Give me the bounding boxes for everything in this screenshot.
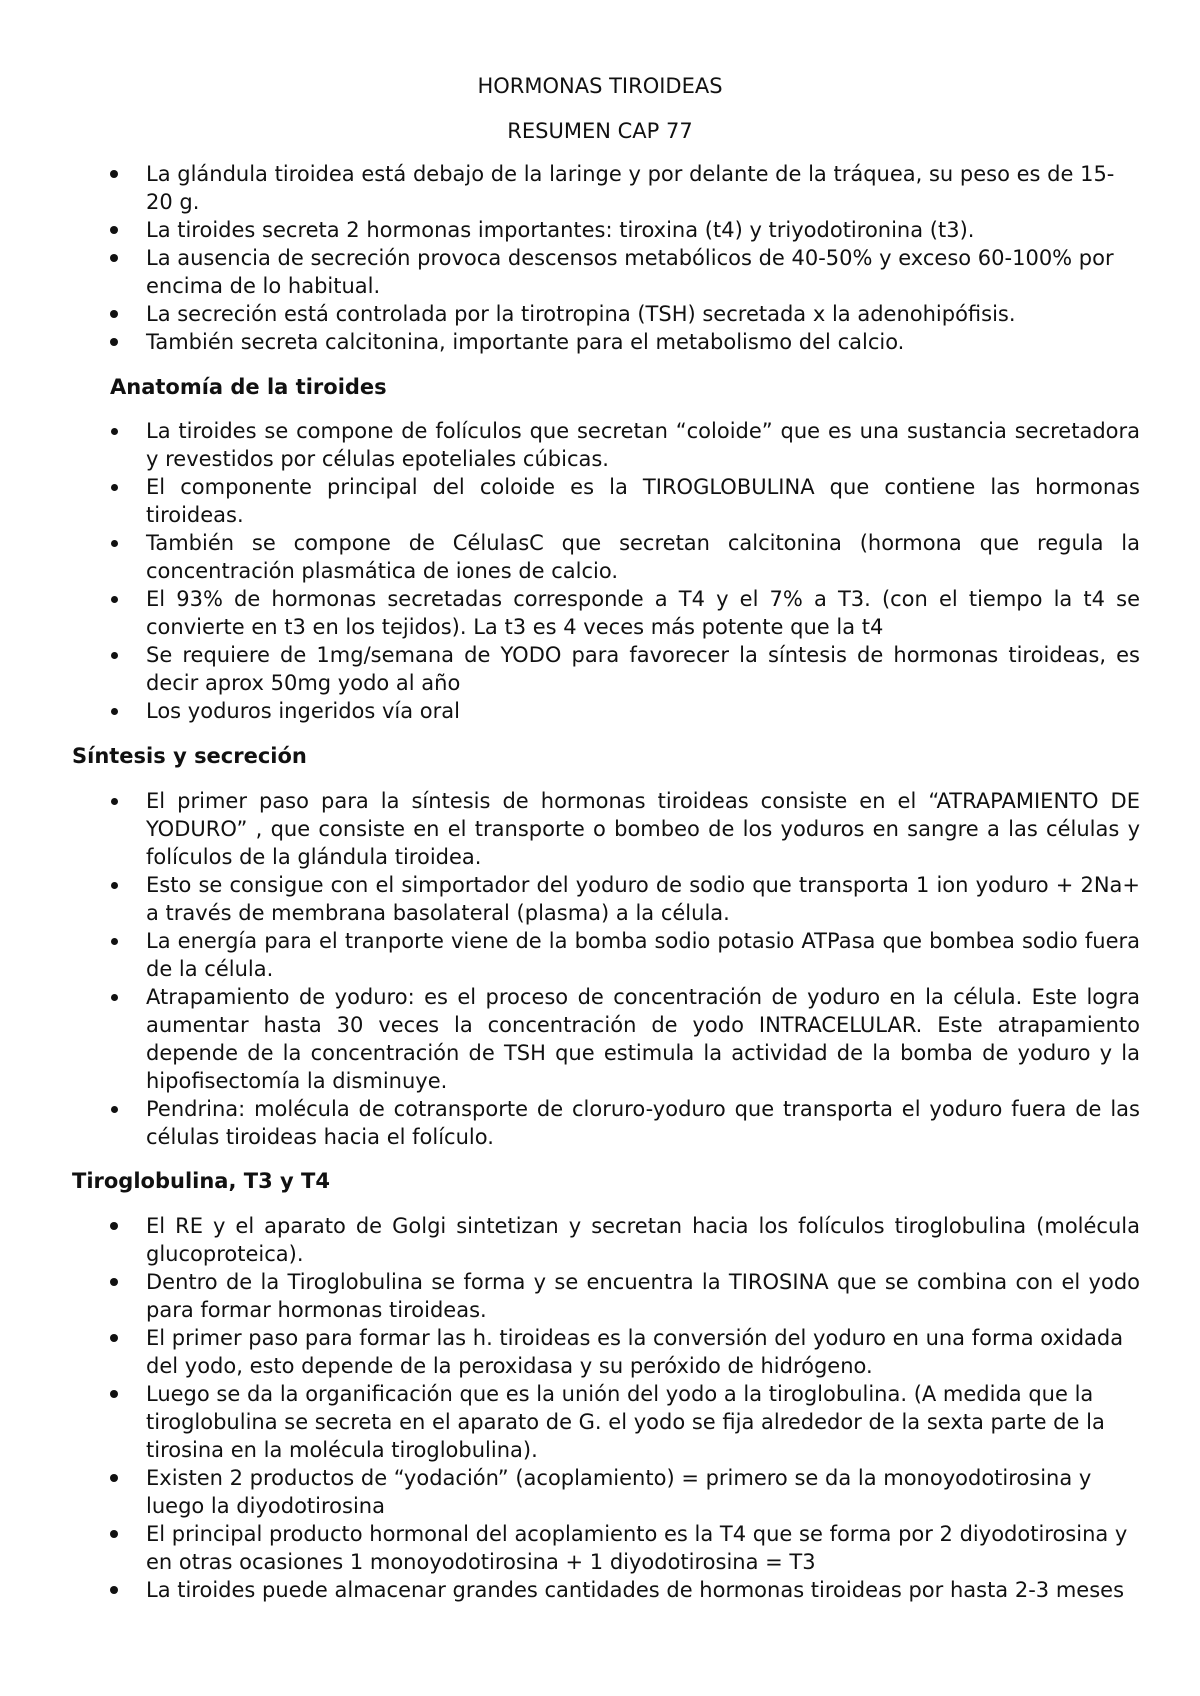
document-subtitle: RESUMEN CAP 77 <box>507 119 693 143</box>
list-item: La tiroides secreta 2 hormonas importantes: tiroxina (t4) y triyodotironina (t3). <box>108 216 1140 244</box>
section-heading-sintesis: Síntesis y secreción <box>72 744 307 768</box>
sintesis-list <box>108 787 1140 1151</box>
tiroglobulina-list <box>108 1212 1140 1604</box>
intro-list <box>108 160 1140 356</box>
list-item: Se requiere de 1mg/semana de YODO para favorecer la síntesis de hormonas tiroideas, es decir aprox 50mg yodo al año <box>108 641 1140 697</box>
anatomia-list <box>108 417 1140 725</box>
section-heading-tiroglobulina: Tiroglobulina, T3 y T4 <box>72 1169 330 1193</box>
list-item: El principal producto hormonal del acoplamiento es la T4 que se forma por 2 diyodotirosina y en otras ocasiones 1 monoyodotirosina + 1 diyodotirosina = T3 <box>108 1520 1140 1576</box>
list-item: Esto se consigue con el simportador del yoduro de sodio que transporta 1 ion yoduro + 2Na+ a través de membrana basolateral (plasma) a la célula. <box>108 871 1140 927</box>
list-item: El componente principal del coloide es la TIROGLOBULINA que contiene las hormonas tiroideas. <box>108 473 1140 529</box>
list-item: El 93% de hormonas secretadas corresponde a T4 y el 7% a T3. (con el tiempo la t4 se convierte en t3 en los tejidos). La t3 es 4 veces más potente que la t4 <box>108 585 1140 641</box>
list-item: La ausencia de secreción provoca descensos metabólicos de 40-50% y exceso 60-100% por encima de lo habitual. <box>108 244 1140 300</box>
list-item: Atrapamiento de yoduro: es el proceso de concentración de yoduro en la célula. Este logra aumentar hasta 30 veces la concentración de yodo INTRACELULAR. Este atrapamiento depende de la concentración de TSH que estimula la actividad de la bomba de yoduro y la hipofisectomía la disminuye. <box>108 983 1140 1095</box>
list-item: El primer paso para formar las h. tiroideas es la conversión del yoduro en una forma oxidada del yodo, esto depende de la peroxidasa y su peróxido de hidrógeno. <box>108 1324 1140 1380</box>
list-item: La tiroides se compone de folículos que secretan “coloide” que es una sustancia secretadora y revestidos por células epoteliales cúbicas. <box>108 417 1140 473</box>
list-item: La glándula tiroidea está debajo de la laringe y por delante de la tráquea, su peso es de 15-20 g. <box>108 160 1140 216</box>
list-item: También secreta calcitonina, importante para el metabolismo del calcio. <box>108 328 1140 356</box>
list-item: La energía para el tranporte viene de la bomba sodio potasio ATPasa que bombea sodio fuera de la célula. <box>108 927 1140 983</box>
list-item: Dentro de la Tiroglobulina se forma y se encuentra la TIROSINA que se combina con el yodo para formar hormonas tiroideas. <box>108 1268 1140 1324</box>
section-heading-anatomia: Anatomía de la tiroides <box>110 375 387 399</box>
list-item: Luego se da la organificación que es la unión del yodo a la tiroglobulina. (A medida que la tiroglobulina se secreta en el aparato de G. el yodo se fija alrededor de la sexta parte de la tirosina en la molécula tiroglobulina). <box>108 1380 1140 1464</box>
list-item: La tiroides puede almacenar grandes cantidades de hormonas tiroideas por hasta 2-3 meses <box>108 1576 1140 1604</box>
list-item: Existen 2 productos de “yodación” (acoplamiento) = primero se da la monoyodotirosina y luego la diyodotirosina <box>108 1464 1140 1520</box>
list-item: También se compone de CélulasC que secretan calcitonina (hormona que regula la concentración plasmática de iones de calcio. <box>108 529 1140 585</box>
document-title: HORMONAS TIROIDEAS <box>477 74 723 98</box>
list-item: El RE y el aparato de Golgi sintetizan y secretan hacia los folículos tiroglobulina (molécula glucoproteica). <box>108 1212 1140 1268</box>
list-item: El primer paso para la síntesis de hormonas tiroideas consiste en el “ATRAPAMIENTO DE YODURO” , que consiste en el transporte o bombeo de los yoduros en sangre a las células y folículos de la glándula tiroidea. <box>108 787 1140 871</box>
list-item: La secreción está controlada por la tirotropina (TSH) secretada x la adenohipófisis. <box>108 300 1140 328</box>
list-item: Pendrina: molécula de cotransporte de cloruro-yoduro que transporta el yoduro fuera de las células tiroideas hacia el folículo. <box>108 1095 1140 1151</box>
list-item: Los yoduros ingeridos vía oral <box>108 697 1140 725</box>
